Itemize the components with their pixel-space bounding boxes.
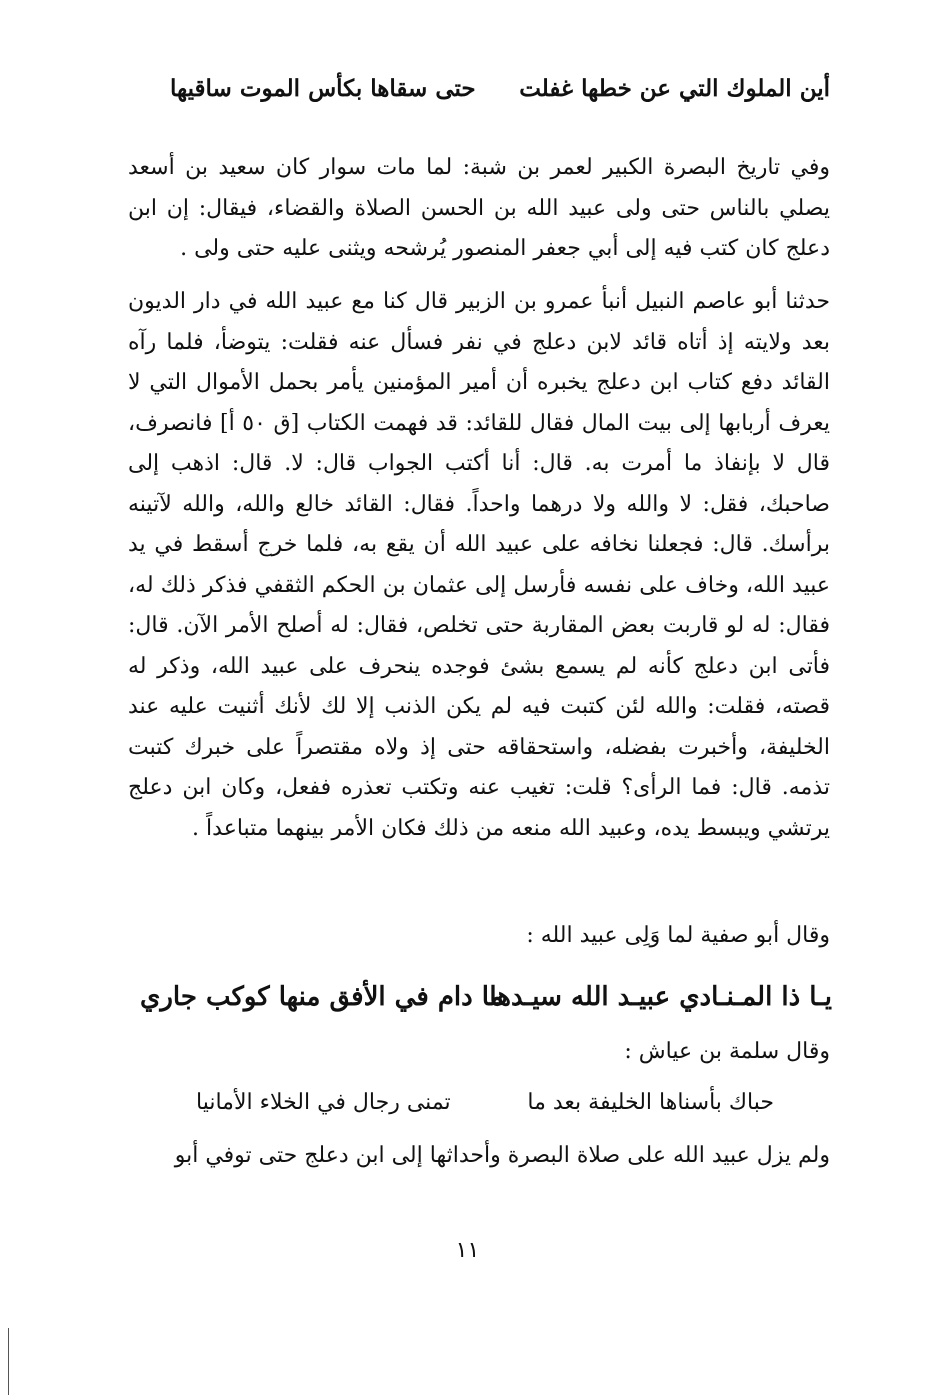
verse-hemistich-first: يـا ذا المـنـادي عبيـد الله سيـدها	[489, 982, 832, 1012]
paragraph-text: حدثنا أبو عاصم النبيل أنبأ عمرو بن الزبير قال كنا مع عبيد الله في دار الديون بعد ولايته إذ أتاه قائد لابن دعلج في نفر فسأل عنه فقلت: يتوضأ، فلما رآه القائد دفع كتاب ابن دعلج يخبره أن أمير المؤمنين يأمر بحمل الأموال التي لا يعرف أربابها إلى بيت المال فقال للقائد: قد فهمت الكتاب [ق ٥٠ أ] فانصرف، قال لا بإنفاذ ما أمرت به. قال: أنا أكتب الجواب قال: لا. قال: اذهب إلى صاحبك، فقل: لا والله ولا درهما واحداً. فقال: القائد خالع والله، والله لآتينه برأسك. قال: فجعلنا نخافه على عبيد الله أن يقع به، فلما خرج أسقط في يد عبيد الله، وخاف على نفسه فأرسل إلى عثمان بن الحكم الثقفي فذكر ذلك له، فقال: له لو قاربت بعض المقاربة حتى تخلص، فقال: له أصلح الأمر الآن. قال: فأتى ابن دعلج كأنه لم يسمع بشئ فوجده ينحرف على عبيد الله، وذكر له قصته، فقلت: والله لئن كتبت فيه لم يكن الذنب إلا لك لأنك أثنيت عليه عند الخليفة، وأخبرت بفضله، واستحقاقه حتى إذ ولاه مقتصراً على خبرك كتبت تذمه. قال: فما الرأى؟ قلت: تغيب عنه وتكتب تعذره ففعل، وكان ابن دعلج يرتشي ويبسط يده، وعبيد الله منعه من ذلك فكان الأمر بينهما متباعداً .	[128, 289, 830, 841]
paragraph-closing	[128, 1136, 830, 1177]
poem-verse-abu-safiya	[140, 972, 832, 1022]
verse-hemistich-second: حتى سقاها بكأس الموت ساقيها	[170, 74, 476, 102]
verse-intro-abu-safiya	[128, 916, 830, 957]
scan-margin-line	[8, 1328, 9, 1395]
verse-intro-salama	[128, 1032, 830, 1073]
paragraph-basra-history	[128, 148, 830, 270]
poem-verse-salama	[196, 1080, 774, 1124]
verse-hemistich-first: حباك بأسناها الخليفة بعد ما	[527, 1089, 774, 1115]
intro-text: وقال أبو صفية لما وَلِى عبيد الله :	[526, 923, 830, 948]
verse-hemistich-second: تمنى رجال في الخلاء الأمانيا	[196, 1089, 451, 1115]
verse-hemistich-first: أين الملوك التي عن خطها غفلت	[519, 74, 830, 102]
paragraph-text: وفي تاريخ البصرة الكبير لعمر بن شبة: لما مات سوار كان سعيد بن أسعد يصلي بالناس حتى ولى عبيد الله بن الحسن الصلاة والقضاء، فيقال: إن ابن دعلج كان كتب فيه إلى أبي جعفر المنصور يُرشحه ويثنى عليه حتى ولى .	[128, 155, 830, 261]
paragraph-abu-asim-narration	[128, 282, 830, 849]
intro-text: وقال سلمة بن عياش :	[624, 1039, 830, 1064]
paragraph-text: ولم يزل عبيد الله على صلاة البصرة وأحداثها إلى ابن دعلج حتى توفي أبو	[174, 1143, 830, 1168]
verse-hemistich-second: ما دام في الأفق منها كوكب جاري	[140, 982, 504, 1012]
page-number: ١١	[455, 1238, 480, 1263]
